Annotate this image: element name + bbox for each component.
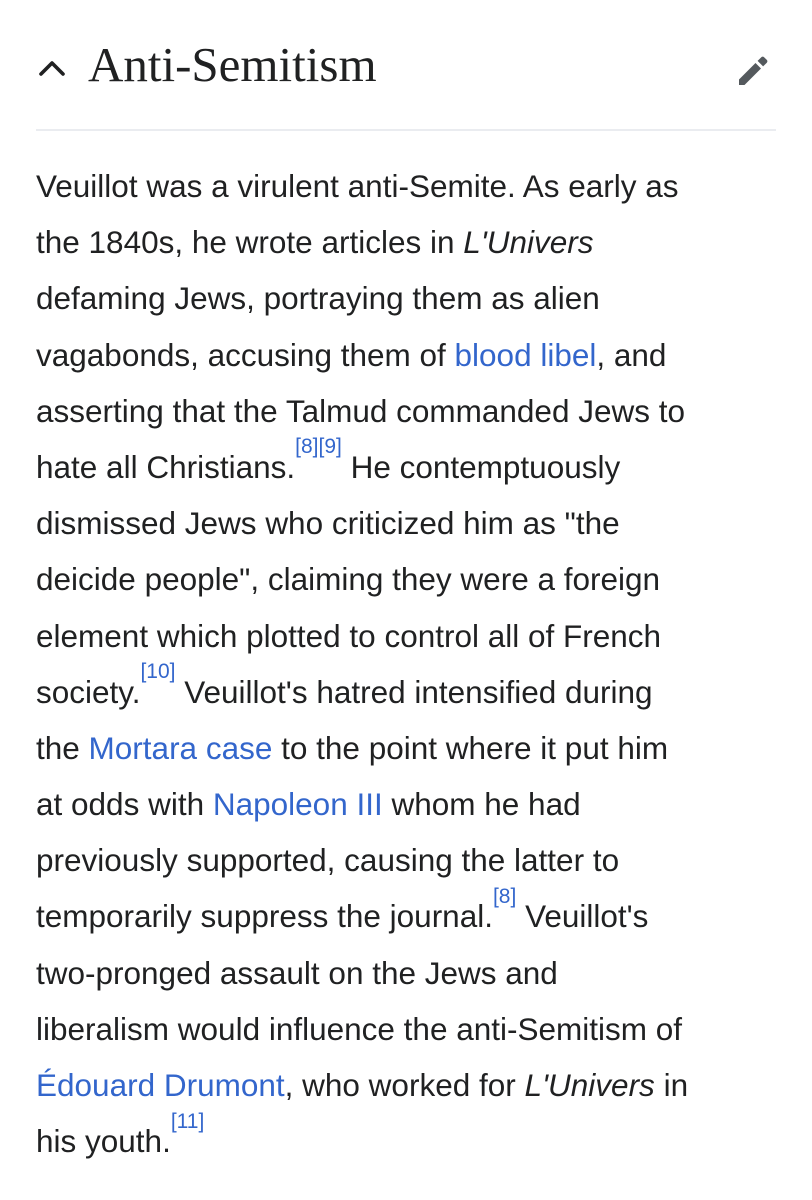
text-line bbox=[36, 884, 781, 944]
text: element which plotted to control all of French bbox=[36, 617, 662, 654]
text: whom he had bbox=[382, 786, 581, 823]
citation-link[interactable]: [10] bbox=[140, 660, 176, 684]
text-line bbox=[36, 435, 781, 495]
section-body bbox=[36, 158, 781, 1169]
text: at odds with bbox=[36, 786, 213, 823]
text: previously supported, causing the latter to bbox=[36, 842, 620, 879]
text-line bbox=[36, 270, 781, 326]
text-line bbox=[36, 720, 781, 776]
text: the bbox=[36, 729, 89, 766]
section-title: Anti-Semitism bbox=[88, 37, 377, 92]
link-mortara-case[interactable]: Mortara case bbox=[88, 729, 273, 766]
text: , and bbox=[596, 336, 667, 373]
italic-title: L'Univers bbox=[524, 1067, 655, 1103]
citation-link[interactable]: [8] bbox=[295, 435, 319, 459]
edit-section-button[interactable] bbox=[726, 44, 782, 96]
text: society. bbox=[36, 673, 141, 710]
text-line bbox=[36, 327, 781, 383]
italic-title: L'Univers bbox=[463, 224, 594, 261]
text: temporarily suppress the journal. bbox=[36, 898, 493, 935]
text-line bbox=[36, 1109, 781, 1169]
text-line bbox=[36, 608, 781, 664]
text: He contemptuously bbox=[341, 448, 621, 485]
text-line bbox=[36, 832, 781, 888]
citation-link[interactable]: [8] bbox=[492, 884, 517, 908]
section-header bbox=[0, 0, 812, 132]
text: Veuillot's hatred intensified during bbox=[175, 673, 653, 710]
text: Veuillot was a virulent anti-Semite. As early as bbox=[36, 168, 679, 204]
text: hate all Christians. bbox=[36, 448, 296, 485]
text: liberalism would influence the anti-Semitism of bbox=[36, 1010, 683, 1047]
text: his youth. bbox=[36, 1123, 171, 1160]
text: asserting that the Talmud commanded Jews to bbox=[36, 392, 686, 429]
link-blood-libel[interactable]: blood libel bbox=[454, 336, 597, 373]
link-napoleon-iii[interactable]: Napoleon III bbox=[212, 786, 383, 823]
chevron-up-icon-glyph bbox=[37, 58, 67, 78]
text: defaming Jews, portraying them as alien bbox=[36, 280, 600, 317]
text: the 1840s, he wrote articles in bbox=[36, 224, 464, 261]
text: two-pronged assault on the Jews and bbox=[36, 954, 558, 991]
chevron-up-icon[interactable] bbox=[30, 48, 74, 88]
pencil-icon bbox=[734, 50, 774, 90]
text: in bbox=[654, 1067, 689, 1103]
text: to the point where it put him bbox=[272, 729, 669, 766]
text: deicide people", claiming they were a foreign bbox=[36, 561, 661, 598]
text-line bbox=[36, 158, 781, 214]
text-line bbox=[36, 776, 781, 832]
text-line bbox=[36, 495, 781, 551]
section-divider bbox=[36, 129, 776, 131]
text-line bbox=[36, 1057, 781, 1113]
text: , who worked for bbox=[284, 1067, 525, 1103]
text-line bbox=[36, 383, 781, 439]
text-line bbox=[36, 660, 781, 720]
text: vagabonds, accusing them of bbox=[36, 336, 455, 373]
citation-link[interactable]: [9] bbox=[318, 435, 342, 459]
text-line bbox=[36, 214, 781, 270]
text-line bbox=[36, 945, 781, 1001]
text: dismissed Jews who criticized him as "the bbox=[36, 505, 620, 542]
text-line bbox=[36, 1001, 781, 1057]
citation-link[interactable]: [11] bbox=[170, 1109, 205, 1133]
text: Veuillot's bbox=[516, 898, 649, 935]
link-edouard-drumont[interactable]: Édouard Drumont bbox=[36, 1067, 285, 1103]
text-line bbox=[36, 551, 781, 607]
